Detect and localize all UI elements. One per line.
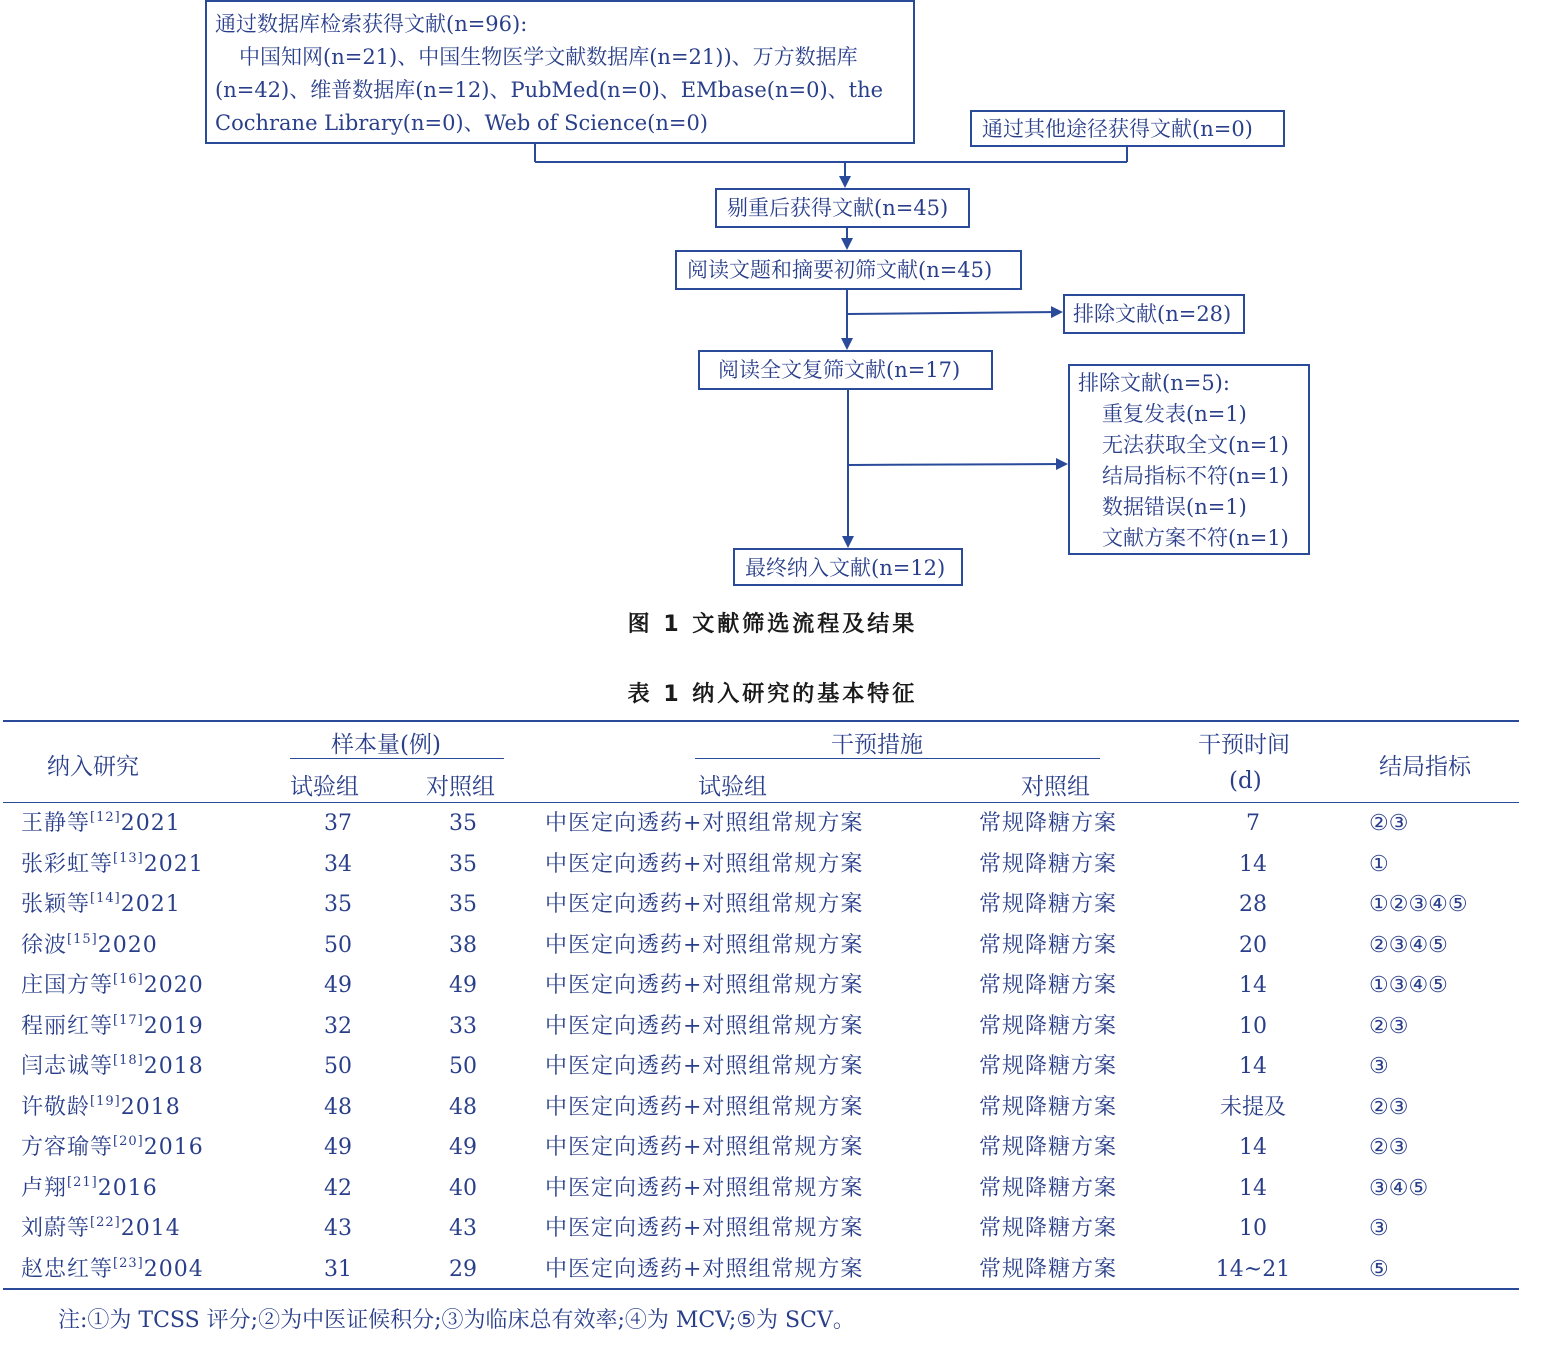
- database-box-line-3: (n=42)、维普数据库(n=12)、PubMed(n=0)、EMbase(n=0)、the: [215, 78, 884, 102]
- cell-sample-exp: 49: [324, 973, 352, 998]
- cell-int-exp: 中医定向透药+对照组常规方案: [545, 851, 864, 877]
- cell-outcome: ②③: [1369, 1094, 1409, 1120]
- header-sample-ctl: 对照组: [426, 774, 495, 800]
- cell-study: [21, 966, 204, 1006]
- cell-time: 14: [1239, 851, 1267, 877]
- header-time: 干预时间: [1198, 732, 1290, 758]
- table-row: [3, 1088, 1519, 1128]
- cell-int-ctl: 常规降糖方案: [979, 1094, 1118, 1120]
- cell-sample-exp: 43: [324, 1216, 352, 1241]
- other-source-box: 通过其他途径获得文献(n=0): [970, 110, 1285, 147]
- cell-time: 20: [1239, 932, 1267, 958]
- cell-outcome: ②③: [1369, 811, 1409, 836]
- cell-time: 10: [1239, 1216, 1267, 1241]
- study-author: 徐波: [21, 932, 68, 958]
- study-author: 刘蔚等: [21, 1216, 91, 1241]
- cell-int-ctl: 常规降糖方案: [979, 811, 1118, 836]
- header-intervention: 干预措施: [831, 732, 923, 758]
- cell-time: 14: [1239, 1175, 1267, 1201]
- table-row: [3, 845, 1519, 885]
- cell-time: 7: [1246, 811, 1260, 836]
- cell-int-ctl: 常规降糖方案: [979, 1216, 1118, 1241]
- cell-study: [21, 1007, 204, 1047]
- table-row: [3, 1250, 1519, 1290]
- study-author: 赵忠红等: [21, 1256, 114, 1282]
- study-year: 2004: [143, 1256, 204, 1282]
- cell-sample-ctl: 49: [449, 1135, 477, 1160]
- study-year: 2018: [143, 1054, 204, 1079]
- study-ref: [20]: [113, 1134, 144, 1149]
- cell-sample-exp: 37: [324, 811, 352, 836]
- cell-int-ctl: 常规降糖方案: [979, 892, 1118, 917]
- study-year: 2016: [97, 1175, 158, 1201]
- cell-sample-exp: 42: [324, 1175, 352, 1201]
- header-int-exp: 试验组: [698, 774, 767, 800]
- table-row: [3, 1007, 1519, 1047]
- cell-sample-exp: 50: [324, 1054, 352, 1079]
- cell-time: 10: [1239, 1013, 1267, 1039]
- cell-outcome: ③: [1369, 1054, 1389, 1079]
- cell-int-ctl: 常规降糖方案: [979, 1256, 1118, 1282]
- database-box-line-4: Cochrane Library(n=0)、Web of Science(n=0): [215, 111, 708, 135]
- study-ref: [22]: [90, 1215, 121, 1230]
- header-time-unit: (d): [1229, 768, 1262, 794]
- exclude-reason: 文献方案不符(n=1): [1102, 526, 1289, 550]
- prisma-flowchart: [0, 0, 1545, 600]
- study-ref: [13]: [113, 850, 144, 866]
- database-search-box: [205, 0, 915, 144]
- cell-study: [21, 1169, 158, 1209]
- study-ref: [19]: [90, 1093, 121, 1109]
- study-author: 卢翔: [21, 1175, 68, 1201]
- cell-sample-exp: 50: [324, 932, 352, 958]
- cell-sample-ctl: 38: [449, 932, 477, 958]
- cell-int-ctl: 常规降糖方案: [979, 1054, 1118, 1079]
- study-ref: [23]: [113, 1255, 144, 1271]
- cell-outcome: ①③④⑤: [1369, 973, 1448, 998]
- cell-int-ctl: 常规降糖方案: [979, 1013, 1118, 1039]
- cell-time: 14~21: [1215, 1256, 1291, 1282]
- fulltext-screen-box: 阅读全文复筛文献(n=17): [698, 350, 993, 390]
- cell-int-exp: 中医定向透药+对照组常规方案: [545, 1094, 864, 1120]
- cell-study: [21, 926, 158, 966]
- study-author: 许敬龄: [21, 1094, 91, 1120]
- exclude-reason: 无法获取全文(n=1): [1102, 433, 1289, 457]
- study-year: 2021: [143, 851, 204, 877]
- cell-outcome: ③④⑤: [1369, 1175, 1429, 1201]
- cell-int-exp: 中医定向透药+对照组常规方案: [545, 1216, 864, 1241]
- cell-int-exp: 中医定向透药+对照组常规方案: [545, 1256, 864, 1282]
- table-row: [3, 1128, 1519, 1168]
- figure-caption: 图 1 文献筛选流程及结果: [627, 612, 918, 637]
- cell-int-ctl: 常规降糖方案: [979, 973, 1118, 998]
- study-ref: [21]: [67, 1174, 98, 1190]
- cell-sample-exp: 49: [324, 1135, 352, 1160]
- cell-sample-ctl: 49: [449, 973, 477, 998]
- cell-int-exp: 中医定向透药+对照组常规方案: [545, 892, 864, 917]
- study-year: 2016: [143, 1135, 204, 1160]
- cell-sample-exp: 32: [324, 1013, 352, 1039]
- header-sample-exp: 试验组: [290, 774, 359, 800]
- study-ref: [12]: [90, 810, 121, 825]
- exclude-box-2-title: 排除文献(n=5):: [1078, 371, 1230, 395]
- study-year: 2018: [120, 1094, 181, 1120]
- cell-time: 未提及: [1219, 1094, 1286, 1120]
- cell-int-ctl: 常规降糖方案: [979, 1135, 1118, 1160]
- cell-int-ctl: 常规降糖方案: [979, 1175, 1118, 1201]
- study-year: 2019: [143, 1013, 204, 1039]
- cell-sample-ctl: 35: [449, 811, 477, 836]
- study-author: 庄国方等: [21, 973, 114, 998]
- cell-study: [21, 804, 181, 844]
- cell-int-exp: 中医定向透药+对照组常规方案: [545, 973, 864, 998]
- cell-sample-ctl: 33: [449, 1013, 477, 1039]
- header-outcome: 结局指标: [1379, 754, 1471, 780]
- study-year: 2021: [120, 892, 181, 917]
- database-box-line-2: 中国知网(n=21)、中国生物医学文献数据库(n=21))、万方数据库: [239, 45, 858, 69]
- study-author: 程丽红等: [21, 1013, 114, 1039]
- exclude-box-1: 排除文献(n=28): [1063, 294, 1245, 334]
- study-author: 张颖等: [21, 892, 91, 917]
- cell-sample-ctl: 50: [449, 1054, 477, 1079]
- table-row: [3, 885, 1519, 925]
- study-author: 王静等: [21, 811, 91, 836]
- cell-sample-ctl: 35: [449, 892, 477, 917]
- exclude-reason: 数据错误(n=1): [1102, 495, 1247, 519]
- cell-sample-exp: 34: [324, 851, 352, 877]
- cell-int-exp: 中医定向透药+对照组常规方案: [545, 932, 864, 958]
- cell-sample-ctl: 40: [449, 1175, 477, 1201]
- final-included-box: 最终纳入文献(n=12): [733, 548, 963, 586]
- study-author: 闫志诚等: [21, 1054, 114, 1079]
- cell-study: [21, 1250, 204, 1290]
- cell-time: 14: [1239, 1054, 1267, 1079]
- study-ref: [16]: [113, 972, 144, 987]
- cell-int-ctl: 常规降糖方案: [979, 932, 1118, 958]
- table-row: [3, 966, 1519, 1006]
- cell-int-exp: 中医定向透药+对照组常规方案: [545, 1013, 864, 1039]
- cell-int-exp: 中医定向透药+对照组常规方案: [545, 811, 864, 836]
- table-row: [3, 804, 1519, 844]
- cell-sample-exp: 31: [324, 1256, 352, 1282]
- study-author: 方容瑜等: [21, 1135, 114, 1160]
- cell-outcome: ③: [1369, 1216, 1389, 1241]
- title-abstract-screen-box: 阅读文题和摘要初筛文献(n=45): [675, 250, 1022, 290]
- cell-outcome: ⑤: [1369, 1256, 1389, 1282]
- dedup-box: 剔重后获得文献(n=45): [715, 188, 970, 228]
- study-ref: [17]: [113, 1012, 144, 1028]
- cell-sample-exp: 35: [324, 892, 352, 917]
- cell-time: 14: [1239, 973, 1267, 998]
- table-caption: 表 1 纳入研究的基本特征: [627, 682, 918, 707]
- table-note: 注:①为 TCSS 评分;②为中医证候积分;③为临床总有效率;④为 MCV;⑤为 SCV。: [58, 1308, 855, 1333]
- study-year: 2020: [97, 932, 158, 958]
- database-box-line-1: 通过数据库检索获得文献(n=96):: [215, 12, 528, 36]
- exclude-reason: 结局指标不符(n=1): [1102, 464, 1289, 488]
- table-row: [3, 1169, 1519, 1209]
- cell-time: 14: [1239, 1135, 1267, 1160]
- table-row: [3, 926, 1519, 966]
- cell-outcome: ②③: [1369, 1013, 1409, 1039]
- cell-sample-ctl: 29: [449, 1256, 477, 1282]
- cell-sample-ctl: 43: [449, 1216, 477, 1241]
- cell-study: [21, 1209, 181, 1249]
- cell-study: [21, 845, 204, 885]
- header-sample: 样本量(例): [331, 732, 441, 758]
- cell-outcome: ②③④⑤: [1369, 932, 1448, 958]
- cell-int-exp: 中医定向透药+对照组常规方案: [545, 1175, 864, 1201]
- cell-study: [21, 1047, 204, 1087]
- cell-study: [21, 1128, 204, 1168]
- study-year: 2021: [120, 811, 181, 836]
- cell-outcome: ②③: [1369, 1135, 1409, 1160]
- exclude-reason: 重复发表(n=1): [1102, 402, 1247, 426]
- cell-time: 28: [1239, 892, 1267, 917]
- study-year: 2020: [143, 973, 204, 998]
- table-header-rule: [3, 802, 1519, 803]
- table-row: [3, 1047, 1519, 1087]
- cell-study: [21, 885, 181, 925]
- header-int-ctl: 对照组: [1021, 774, 1090, 800]
- study-ref: [14]: [90, 891, 121, 906]
- study-ref: [18]: [113, 1053, 144, 1068]
- arrow-to-exclude2: [848, 464, 1066, 465]
- cell-outcome: ①②③④⑤: [1369, 892, 1468, 917]
- arrow-to-exclude1: [847, 312, 1061, 314]
- cell-sample-ctl: 48: [449, 1094, 477, 1120]
- exclude-box-2: [1068, 364, 1310, 555]
- study-author: 张彩虹等: [21, 851, 114, 877]
- study-ref: [15]: [67, 931, 98, 947]
- table-row: [3, 1209, 1519, 1249]
- study-year: 2014: [120, 1216, 181, 1241]
- header-study: 纳入研究: [47, 754, 139, 780]
- cell-outcome: ①: [1369, 851, 1389, 877]
- cell-study: [21, 1088, 181, 1128]
- cell-sample-exp: 48: [324, 1094, 352, 1120]
- cell-int-exp: 中医定向透药+对照组常规方案: [545, 1135, 864, 1160]
- cell-sample-ctl: 35: [449, 851, 477, 877]
- table-top-rule: [3, 720, 1519, 722]
- cell-int-ctl: 常规降糖方案: [979, 851, 1118, 877]
- cell-int-exp: 中医定向透药+对照组常规方案: [545, 1054, 864, 1079]
